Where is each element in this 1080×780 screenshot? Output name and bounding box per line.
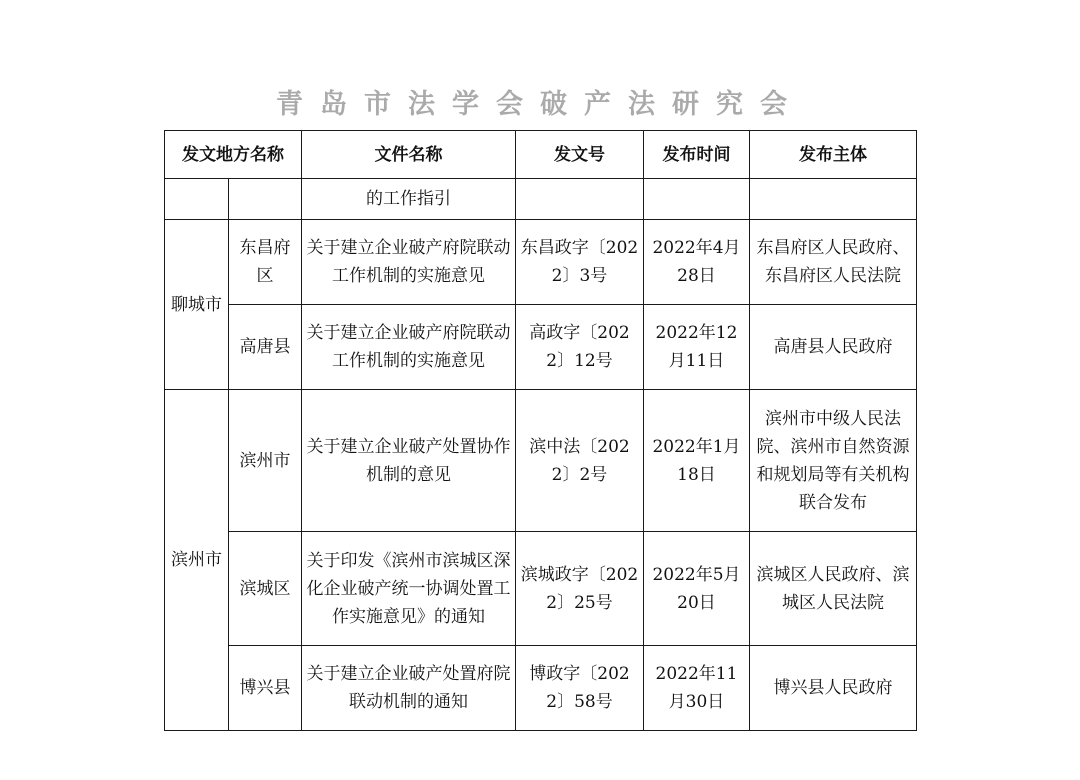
cell-county: 高唐县 <box>229 305 302 390</box>
header-date: 发布时间 <box>644 131 750 179</box>
table-header-row <box>165 131 917 179</box>
header-region: 发文地方名称 <box>165 131 302 179</box>
cell-title: 关于印发《滨州市滨城区深化企业破产统一协调处置工作实施意见》的通知 <box>302 532 516 646</box>
cell-county: 东昌府区 <box>229 220 302 305</box>
table-row-continuation <box>165 179 917 220</box>
cell-publisher: 高唐县人民政府 <box>750 305 917 390</box>
cell-number: 东昌政字〔2022〕3号 <box>516 220 644 305</box>
cell-title: 关于建立企业破产处置府院联动机制的通知 <box>302 646 516 731</box>
cell-number: 滨城政字〔2022〕25号 <box>516 532 644 646</box>
table-row <box>165 390 917 532</box>
cell-title: 关于建立企业破产处置协作机制的意见 <box>302 390 516 532</box>
cell-publisher: 滨城区人民政府、滨城区人民法院 <box>750 532 917 646</box>
cell-county: 滨州市 <box>229 390 302 532</box>
cell-title: 关于建立企业破产府院联动工作机制的实施意见 <box>302 220 516 305</box>
policy-table <box>164 130 917 731</box>
cell-date: 2022年11月30日 <box>644 646 750 731</box>
cell-number: 滨中法〔2022〕2号 <box>516 390 644 532</box>
cell-title: 关于建立企业破产府院联动工作机制的实施意见 <box>302 305 516 390</box>
cell-date: 2022年5月20日 <box>644 532 750 646</box>
cell-city-empty <box>165 179 229 220</box>
cell-title-continuation: 的工作指引 <box>302 179 516 220</box>
cell-publisher-empty <box>750 179 917 220</box>
table-row <box>165 532 917 646</box>
watermark-text: 青岛市法学会破产法研究会 <box>276 89 804 120</box>
cell-city-binzhou: 滨州市 <box>165 390 229 731</box>
table-row <box>165 646 917 731</box>
table-row <box>165 305 917 390</box>
cell-date-empty <box>644 179 750 220</box>
cell-date: 2022年1月18日 <box>644 390 750 532</box>
cell-number: 博政字〔2022〕58号 <box>516 646 644 731</box>
cell-county: 滨城区 <box>229 532 302 646</box>
cell-county-empty <box>229 179 302 220</box>
table-row <box>165 220 917 305</box>
cell-number: 高政字〔2022〕12号 <box>516 305 644 390</box>
header-title: 文件名称 <box>302 131 516 179</box>
cell-date: 2022年4月28日 <box>644 220 750 305</box>
cell-city-liaocheng: 聊城市 <box>165 220 229 390</box>
cell-number-empty <box>516 179 644 220</box>
cell-publisher: 东昌府区人民政府、东昌府区人民法院 <box>750 220 917 305</box>
cell-date: 2022年12月11日 <box>644 305 750 390</box>
cell-publisher: 滨州市中级人民法院、滨州市自然资源和规划局等有关机构联合发布 <box>750 390 917 532</box>
header-number: 发文号 <box>516 131 644 179</box>
header-publisher: 发布主体 <box>750 131 917 179</box>
cell-county: 博兴县 <box>229 646 302 731</box>
cell-publisher: 博兴县人民政府 <box>750 646 917 731</box>
